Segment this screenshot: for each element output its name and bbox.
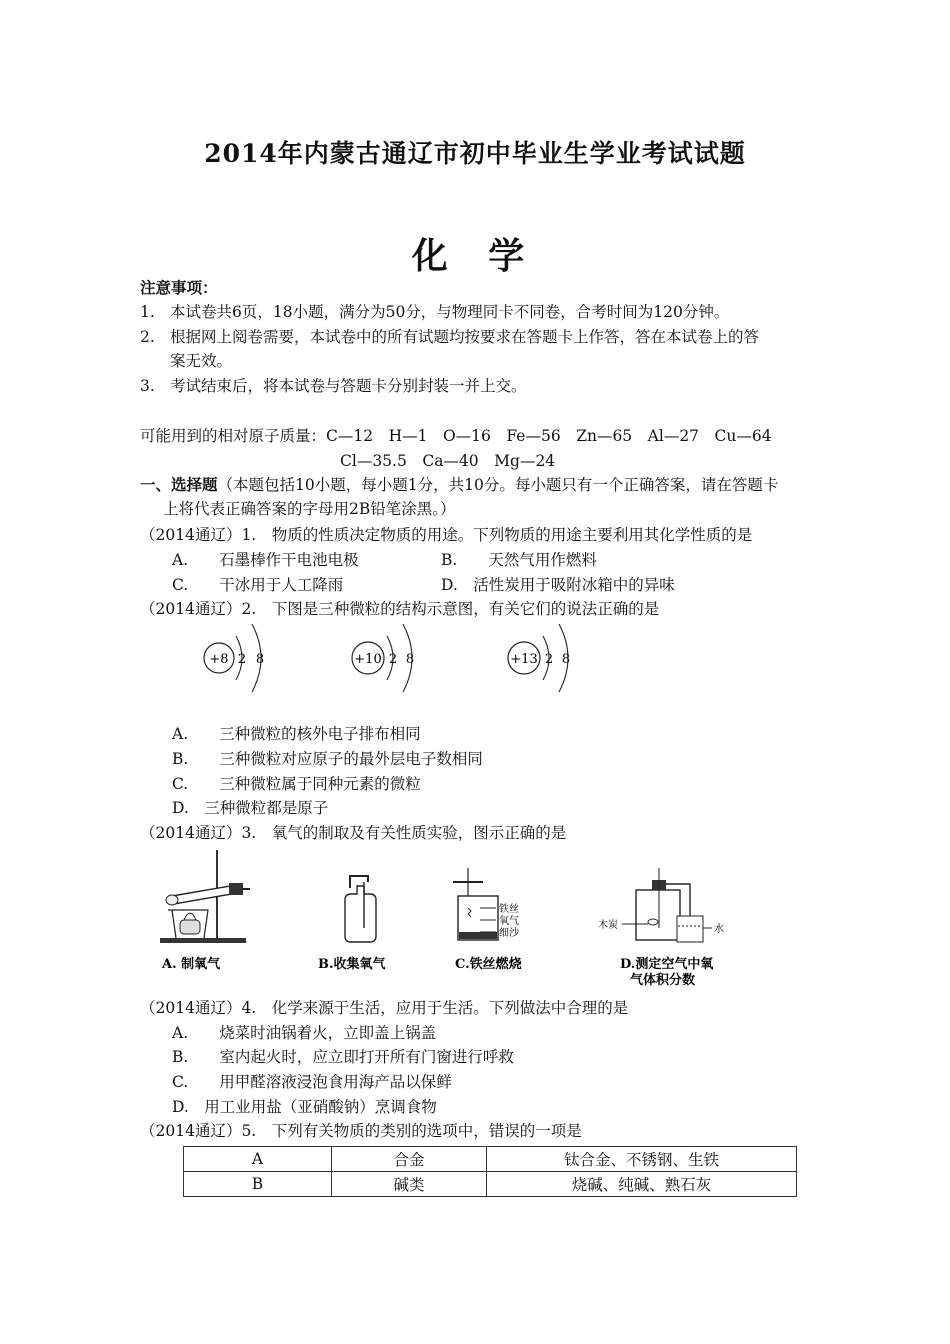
exam-title: 2014年内蒙古通辽市初中毕业生学业考试试题 <box>204 139 746 168</box>
label-charcoal: 木炭 <box>598 920 618 931</box>
table-cell-examples: 钛合金、不锈钢、生铁 <box>487 1147 797 1172</box>
subject-title: 化 学 <box>411 235 539 277</box>
label-water: 水 <box>714 924 724 935</box>
figure-d-caption-1: D.测定空气中氧 <box>620 957 714 972</box>
nucleus-charge: +13 <box>510 652 538 667</box>
atom-diagram-1 <box>200 622 280 694</box>
note-num: 2. <box>140 328 155 346</box>
atom-diagram-2 <box>347 622 427 694</box>
table-row <box>184 1147 797 1172</box>
question-1-option-d: D. 活性炭用于吸附冰箱中的异味 <box>441 576 675 594</box>
table-cell-category: 碱类 <box>332 1172 487 1197</box>
question-4-option-b: B. 室内起火时，应立即打开所有门窗进行呼救 <box>172 1048 514 1066</box>
question-2-option-b: B. 三种微粒对应原子的最外层电子数相同 <box>172 750 483 768</box>
figure-a-caption: A. 制氧气 <box>162 957 221 972</box>
apparatus-d-oxygen-fraction <box>622 868 712 942</box>
label-fine-sand: 细沙 <box>499 928 519 939</box>
shell-1-electrons: 2 <box>544 652 554 667</box>
table-cell-examples: 烧碱、纯碱、熟石灰 <box>487 1172 797 1197</box>
figure-d-caption-2: 气体积分数 <box>630 973 696 988</box>
question-2-option-a: A. 三种微粒的核外电子排布相同 <box>172 725 421 743</box>
question-2-stem: （2014通辽）2. 下图是三种微粒的结构示意图，有关它们的说法正确的是 <box>140 600 660 618</box>
nucleus-charge: +8 <box>209 652 229 667</box>
table-row <box>184 1172 797 1197</box>
table-cell-category: 合金 <box>332 1147 487 1172</box>
apparatus-a-heating <box>160 850 250 943</box>
table-cell-option: A <box>184 1147 332 1172</box>
shell-1-electrons: 2 <box>237 652 247 667</box>
atomic-mass-line-1: 可能用到的相对原子质量：C—12 H—1 O—16 Fe—56 Zn—65 Al—27 Cu—64 <box>140 427 772 445</box>
question-4-stem: （2014通辽）4. 化学来源于生活，应用于生活。下列做法中合理的是 <box>140 999 629 1017</box>
note-item-2-cont: 案无效。 <box>170 352 233 370</box>
note-item-3 <box>140 375 527 397</box>
atom-diagram-3 <box>504 622 584 694</box>
shell-2-electrons: 8 <box>255 652 265 667</box>
note-text: 根据网上阅卷需要，本试卷中的所有试题均按要求在答题卡上作答，答在本试卷上的答 <box>170 328 760 346</box>
question-5-table <box>183 1146 797 1197</box>
question-5-stem: （2014通辽）5. 下列有关物质的类别的选项中，错误的一项是 <box>140 1122 582 1140</box>
section-heading: 一、选择题 <box>140 475 218 494</box>
note-num: 3. <box>140 377 155 395</box>
table-cell-option: B <box>184 1172 332 1197</box>
section-1-header <box>140 474 778 496</box>
note-item-1 <box>140 301 729 323</box>
note-num: 1. <box>140 303 155 321</box>
question-4-option-a: A. 烧菜时油锅着火，立即盖上锅盖 <box>172 1024 437 1042</box>
note-text: 本试卷共6页，18小题，满分为50分，与物理同卡不同卷，合考时间为120分钟。 <box>170 303 730 321</box>
question-2-option-c: C. 三种微粒属于同种元素的微粒 <box>172 775 421 793</box>
atomic-mass-line-2: Cl—35.5 Ca—40 Mg—24 <box>340 452 556 470</box>
question-2-option-d: D. 三种微粒都是原子 <box>172 799 329 817</box>
question-1-option-c: C. 干冰用于人工降雨 <box>172 576 344 594</box>
notes-heading: 注意事项： <box>140 278 218 297</box>
figure-c-caption: C.铁丝燃烧 <box>455 957 522 972</box>
question-1-option-a: A. 石墨棒作干电池电极 <box>172 551 359 569</box>
label-iron-wire: 铁丝 <box>499 904 519 915</box>
question-1-option-b: B. 天然气用作燃料 <box>441 551 597 569</box>
figure-b-caption: B.收集氧气 <box>318 957 386 972</box>
apparatus-b-collection <box>345 876 376 942</box>
label-oxygen: 氧气 <box>499 916 519 927</box>
question-3-stem: （2014通辽）3. 氧气的制取及有关性质实验，图示正确的是 <box>140 824 567 842</box>
section-1-desc-cont: 上将代表正确答案的字母用2B铅笔涂黑。） <box>163 500 456 518</box>
question-4-option-c: C. 用甲醛溶液浸泡食用海产品以保鲜 <box>172 1073 452 1091</box>
shell-2-electrons: 8 <box>405 652 415 667</box>
oxygen-experiment-figure <box>150 848 770 988</box>
question-4-option-d: D. 用工业用盐（亚硝酸钠）烹调食物 <box>172 1098 437 1116</box>
shell-2-electrons: 8 <box>561 652 571 667</box>
note-item-2 <box>140 326 759 348</box>
nucleus-charge: +10 <box>354 652 382 667</box>
apparatus-c-iron-combustion <box>453 868 498 940</box>
question-1-stem: （2014通辽）1. 物质的性质决定物质的用途。下列物质的用途主要利用其化学性质的是 <box>140 526 753 544</box>
note-text: 考试结束后，将本试卷与答题卡分别封装一并上交。 <box>170 377 527 395</box>
section-desc: （本题包括10小题，每小题1分，共10分。每小题只有一个正确答案，请在答题卡 <box>217 476 779 494</box>
shell-1-electrons: 2 <box>388 652 398 667</box>
